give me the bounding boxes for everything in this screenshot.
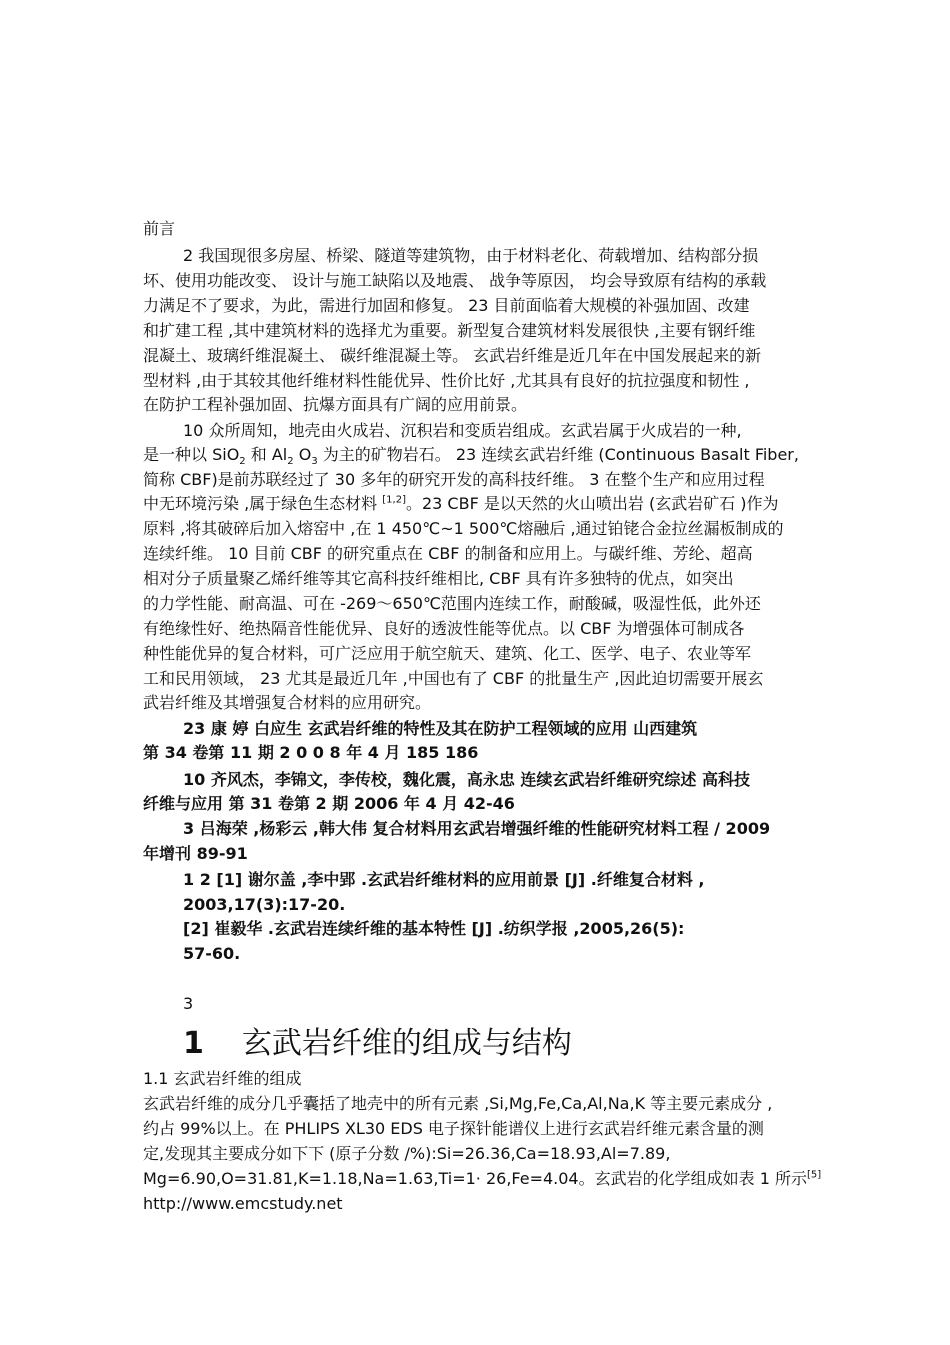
reference-line: 57-60. xyxy=(183,944,241,963)
reference-line: [2] 崔毅华 .玄武岩连续纤维的基本特性 [J] .纺织学报 ,2005,26(5): xyxy=(183,919,685,938)
reference-line: 10 齐风杰，李锦文，李传校，魏化震，高永忠 连续玄武岩纤维研究综述 高科技 xyxy=(183,770,750,789)
paragraph-line: 2 我国现很多房屋、桥梁、隧道等建筑物，由于材料老化、荷载增加、结构部分损 xyxy=(183,246,759,265)
paragraph-line: 原料 ,将其破碎后加入熔窑中 ,在 1 450℃~1 500℃熔融后 ,通过铂铑合金拉丝漏板制成的 xyxy=(143,519,784,538)
paragraph-line: 在防护工程补强加固、抗爆方面具有广阔的应用前景。 xyxy=(143,395,528,414)
reference-line: 3 吕海荣 ,杨彩云 ,韩大伟 复合材料用玄武岩增强纤维的性能研究材料工程 / 2009 xyxy=(183,819,771,838)
page-marker: 3 xyxy=(183,994,194,1013)
paragraph-line: 和扩建工程 ,其中建筑材料的选择尤为重要。新型复合建筑材料发展很快 ,主要有钢纤维 xyxy=(143,321,756,340)
paragraph-line: 武岩纤维及其增强复合材料的应用研究。 xyxy=(143,693,432,712)
subscript: 2 xyxy=(287,456,294,468)
chapter-heading xyxy=(183,1025,783,1063)
section-heading: 1.1 玄武岩纤维的组成 xyxy=(143,1069,302,1088)
text-run: 是一种以 SiO xyxy=(143,445,240,464)
citation-superscript: [5] xyxy=(806,1169,822,1181)
text-run: 中无环境污染 ,属于绿色生态材料 xyxy=(143,494,383,513)
reference-line: 年增刊 89-91 xyxy=(143,844,248,863)
paragraph-line: 玄武岩纤维的成分几乎囊括了地壳中的所有元素 ,Si,Mg,Fe,Ca,Al,Na,K 等主要元素成分 , xyxy=(143,1094,773,1113)
paragraph-line: 有绝缘性好、绝热隔音性能优异、良好的透波性能等优点。以 CBF 为增强体可制成各 xyxy=(143,619,745,638)
paragraph-line: 约占 99%以上。在 PHLIPS XL30 EDS 电子探针能谱仪上进行玄武岩纤维元素含量的测 xyxy=(143,1119,764,1138)
text-run: 为主的矿物岩石。 23 连续玄武岩纤维 (Continuous Basalt Fiber, xyxy=(317,445,799,464)
text-run: Mg=6.90,O=31.81,K=1.18,Na=1.63,Ti=1· 26,Fe=4.04。玄武岩的化学组成如表 1 所示 xyxy=(143,1169,807,1188)
paragraph-line: 力满足不了要求，为此，需进行加固和修复。 23 目前面临着大规模的补强加固、改建 xyxy=(143,296,750,315)
reference-line: 2003,17(3):17-20. xyxy=(183,895,346,914)
reference-line: 1 2 [1] 谢尔盖 ,李中郢 .玄武岩纤维材料的应用前景 [J] .纤维复合材料 , xyxy=(183,870,705,889)
paragraph-line: 简称 CBF)是前苏联经过了 30 多年的研究开发的高科技纤维。 3 在整个生产和应用过程 xyxy=(143,470,765,489)
chapter-title: 玄武岩纤维的组成与结构 xyxy=(241,1026,572,1061)
paragraph-line: 型材料 ,由于其较其他纤维材料性能优异、性价比好 ,尤其具有良好的抗拉强度和韧性 , xyxy=(143,371,750,390)
paragraph-line: 工和民用领域， 23 尤其是最近几年 ,中国也有了 CBF 的批量生产 ,因此迫切需要开展玄 xyxy=(143,669,764,688)
text-run: 。23 CBF 是以天然的火山喷出岩 (玄武岩矿石 )作为 xyxy=(405,494,779,513)
reference-line: 第 34 卷第 11 期 2 0 0 8 年 4 月 185 186 xyxy=(143,743,479,762)
paragraph-line: 种性能优异的复合材料，可广泛应用于航空航天、建筑、化工、医学、电子、农业等军 xyxy=(143,644,752,663)
citation-superscript: [1,2] xyxy=(382,494,406,506)
paragraph-line-citation xyxy=(143,494,863,514)
paragraph-line: 定,发现其主要成分如下下 (原子分数 /%):Si=26.36,Ca=18.93,Al=7.89, xyxy=(143,1144,671,1163)
paragraph-line: 的力学性能、耐高温、可在 -269～650℃范围内连续工作，耐酸碱，吸湿性低，此外还 xyxy=(143,594,761,613)
paragraph-line: 混凝土、玻璃纤维混凝土、 碳纤维混凝土等。 玄武岩纤维是近几年在中国发展起来的新 xyxy=(143,346,762,365)
paragraph-line: 10 众所周知，地壳由火成岩、沉积岩和变质岩组成。玄武岩属于火成岩的一种, xyxy=(183,421,742,440)
text-run: O xyxy=(293,445,312,464)
text-run: 和 Al xyxy=(245,445,288,464)
subscript: 3 xyxy=(311,456,318,468)
paragraph-line: 相对分子质量聚乙烯纤维等其它高科技纤维相比, CBF 具有许多独特的优点，如突出 xyxy=(143,569,734,588)
intro-heading: 前言 xyxy=(143,219,176,238)
subscript: 2 xyxy=(239,456,246,468)
reference-line: 纤维与应用 第 31 卷第 2 期 2006 年 4 月 42-46 xyxy=(143,794,515,813)
reference-line: 23 康 婷 白应生 玄武岩纤维的特性及其在防护工程领域的应用 山西建筑 xyxy=(183,719,698,738)
chapter-number: 1 xyxy=(183,1026,204,1061)
paragraph-line-citation xyxy=(143,1169,863,1189)
paragraph-line: 连续纤维。 10 目前 CBF 的研究重点在 CBF 的制备和应用上。与碳纤维、芳纶、超高 xyxy=(143,544,753,563)
footer-url-link[interactable]: http://www.emcstudy.net xyxy=(143,1194,343,1213)
paragraph-line-formula xyxy=(143,445,863,468)
paragraph-line: 坏、使用功能改变、 设计与施工缺陷以及地震、 战争等原因， 均会导致原有结构的承载 xyxy=(143,271,767,290)
